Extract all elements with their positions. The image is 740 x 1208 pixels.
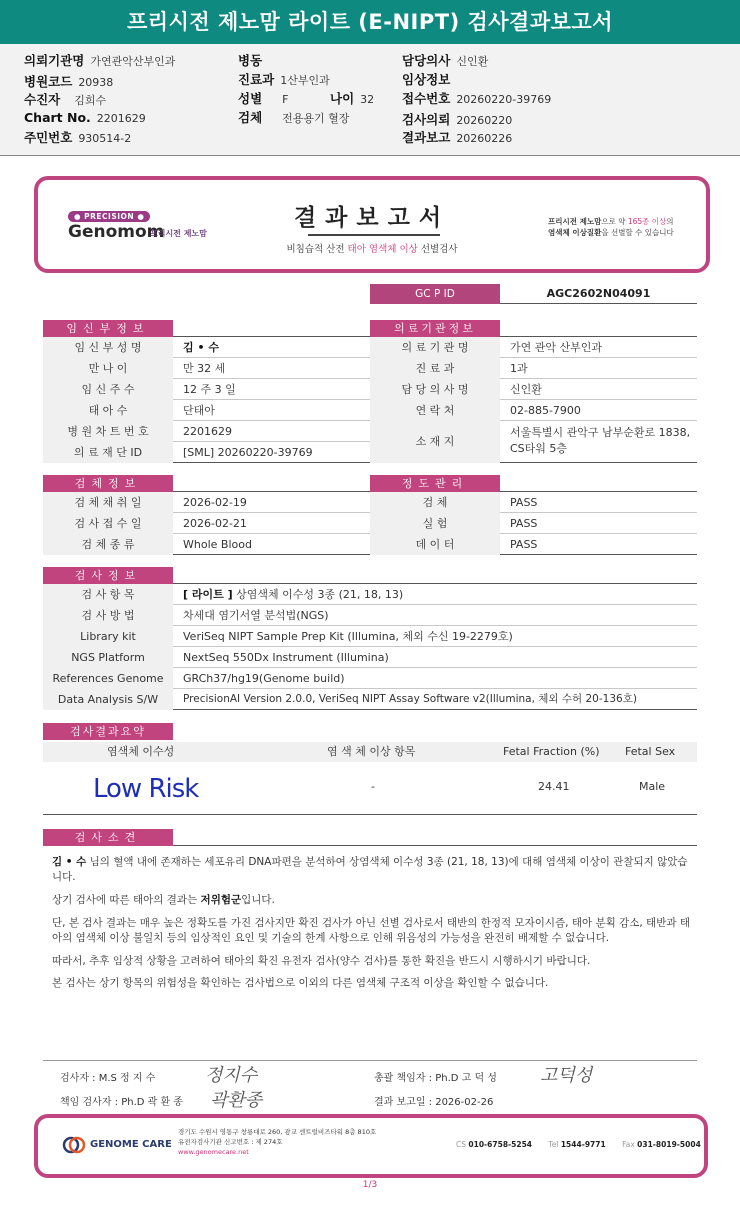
header-request-date: 검사의뢰 20260220 <box>402 112 513 127</box>
section-specimen-info: 검체정보 <box>43 475 173 492</box>
specimen-row: 검 체 채 취 일 2026-02-19 <box>43 492 370 513</box>
institution-row: 담 당 의 사 명 신인환 <box>370 379 697 400</box>
institution-row: 진 료 과 1과 <box>370 358 697 379</box>
header-ward: 병동 <box>238 53 263 68</box>
test-row: NGS Platform NextSeq 550Dx Instrument (Illumina) <box>43 647 697 668</box>
abnormal-items-value: - <box>371 780 375 793</box>
header-receipt-no: 접수번호 20260220-39769 <box>402 91 552 106</box>
test-row: 검 사 항 목 [ 라이트 ] 상염색체 이수성 3종 (21, 18, 13) <box>43 584 697 605</box>
specimen-row: 검 사 접 수 일 2026-02-21 <box>43 513 370 534</box>
institution-row-address: 소 재 지 서울특별시 관악구 남부순환로 1838, CS타워 5층 <box>370 421 697 463</box>
summary-header: 염색체 이수성 <box>107 745 175 758</box>
qc-row: 검 체 PASS <box>370 492 697 513</box>
header-department: 진료과 1산부인과 <box>238 72 330 87</box>
summary-header: Fetal Fraction (%) <box>503 745 600 758</box>
section-findings: 검사소견 <box>43 829 173 846</box>
low-risk-result: Low Risk <box>93 774 199 804</box>
patient-row: 의 료 재 단 ID [SML] 20260220-39769 <box>43 442 370 463</box>
examiner-signature: 정지수 <box>205 1065 258 1086</box>
director-signature: 고덕성 <box>540 1065 593 1086</box>
responsible-examiner-label: 책임 검사자 : Ph.D 곽 환 종 <box>60 1097 183 1108</box>
report-title: 프리시전 제노맘 라이트 (E-NIPT) 검사결과보고서 <box>0 0 740 44</box>
genome-care-name: GENOME CARE <box>90 1139 172 1150</box>
header-chart-no: Chart No. 2201629 <box>24 110 146 125</box>
banner-tagline: 프리시전 제노맘으로 약 165종 이상의 염색체 이상질환을 선별할 수 있습니다 <box>548 217 674 237</box>
footer-url: www.genomecare.net <box>178 1148 249 1156</box>
section-quality-control: 정도관리 <box>370 475 500 492</box>
header-specimen: 검체 전용용기 혈장 <box>238 110 350 125</box>
fetal-sex-value: Male <box>639 780 666 793</box>
examiner-label: 검사자 : M.S 정 지 수 <box>60 1073 156 1084</box>
header-age: 나이 32 <box>330 91 375 106</box>
patient-row: 만 나 이 만 32 세 <box>43 358 370 379</box>
patient-row: 임 신 주 수 12 주 3 일 <box>43 379 370 400</box>
qc-row: 데 이 터 PASS <box>370 534 697 555</box>
header-patient-name: 수진자 김희수 <box>24 92 107 107</box>
specimen-row: 검 체 종 류 Whole Blood <box>43 534 370 555</box>
findings-paragraph: 본 검사는 상기 항목의 위험성을 확인하는 검사법으로 이외의 다른 염색체 구조적 이상을 확인할 수 없습니다. <box>52 977 549 989</box>
test-row: Library kit VeriSeq NIPT Sample Prep Kit (Illumina, 체외 수신 19-2279호) <box>43 626 697 647</box>
header-hospital-code: 병원코드 20938 <box>24 74 114 89</box>
institution-row: 연 락 처 02-885-7900 <box>370 400 697 421</box>
findings-paragraph: 김 • 수 님의 혈액 내에 존재하는 세포유리 DNA파편을 분석하여 상염색체 이수성 3종 (21, 18, 13)에 대해 염색체 이상이 관찰되지 않았습니다. <box>52 856 688 883</box>
test-row: Data Analysis S/W PrecisionAI Version 2.0.0, VeriSeq NIPT Assay Software v2(Illumina, 체외 수허 20-136호) <box>43 689 697 710</box>
section-patient-info: 임신부정보 <box>43 320 173 337</box>
page-number: 1/3 <box>362 1180 378 1190</box>
precision-logo-pill: ● PRECISION ● <box>68 211 150 222</box>
patient-row: 임 신 부 성 명 김 • 수 <box>43 337 370 358</box>
patient-header-panel <box>0 44 740 156</box>
test-row: 검 사 방 법 차세대 염기서열 분석법(NGS) <box>43 605 697 626</box>
patient-row: 병 원 차 트 번 호 2201629 <box>43 421 370 442</box>
header-report-date: 결과보고 20260226 <box>402 130 513 145</box>
header-doctor: 담당의사 신인환 <box>402 53 489 68</box>
genomom-logo-sub: 프리시전 제노맘 <box>150 229 207 238</box>
summary-header: Fetal Sex <box>625 745 676 758</box>
findings-paragraph: 단, 본 검사 결과는 매우 높은 정확도를 가진 검사지만 확진 검사가 아닌 선별 검사로서 태반의 한정적 모자이시즘, 태아 분획 감소, 태반과 태아의 염색체 이상 불일치 등의 임상적인 요인 및 기술의 한계 사항으로 인해 위음성의 가능성을 완전히 배제할 수 없습니다. <box>52 917 690 944</box>
summary-result-row <box>43 762 697 815</box>
fetal-fraction-value: 24.41 <box>538 780 570 793</box>
genomom-logo: Genomom <box>68 222 165 242</box>
findings-paragraph: 따라서, 추후 임상적 상황을 고려하여 태아의 확진 유전자 검사(양수 검사)를 통한 확진을 반드시 시행하시기 바랍니다. <box>52 955 591 967</box>
banner-subtitle: 비침습적 산전 태아 염색체 이상 선별검사 <box>286 244 458 255</box>
header-resident-no: 주민번호 930514-2 <box>24 130 132 145</box>
gcpid-value: AGC2602N04091 <box>500 284 697 304</box>
report-banner <box>34 176 710 273</box>
summary-header-row <box>43 742 697 762</box>
section-result-summary: 검사결과요약 <box>43 723 173 740</box>
footer-contact: CS 010-6758-5254 Tel 1544-9771 Fax 031-8019-5004 <box>456 1140 701 1149</box>
qc-row: 실 험 PASS <box>370 513 697 534</box>
director-label: 총괄 책임자 : Ph.D 고 덕 성 <box>374 1073 497 1084</box>
footer-address: 경기도 수원시 영통구 창룡대로 260, 광교 센트럴비즈타워 8층 810호 유전자검사기관 신고번호 : 제 274호 www.genomecare.net <box>178 1128 377 1156</box>
report-page <box>0 156 740 1208</box>
header-clinical-info: 임상정보 <box>402 72 451 87</box>
header-institution: 의뢰기관명 가연관악산부인과 <box>24 53 176 68</box>
test-row: References Genome GRCh37/hg19(Genome build) <box>43 668 697 689</box>
summary-header: 염 색 체 이상 항목 <box>327 745 416 758</box>
header-sex: 성별 F <box>238 91 289 106</box>
findings-paragraph: 상기 검사에 따른 태아의 결과는 저위험군입니다. <box>52 894 275 906</box>
genome-care-logo-icon <box>62 1136 86 1154</box>
section-divider <box>173 845 697 846</box>
patient-row: 태 아 수 단태아 <box>43 400 370 421</box>
responsible-examiner-signature: 곽환종 <box>210 1090 263 1111</box>
banner-title: 결과보고서 <box>293 205 451 231</box>
footer-banner <box>34 1114 708 1178</box>
gcpid-label: GC P ID <box>370 284 500 304</box>
signature-divider <box>43 1060 697 1061</box>
report-date-label: 결과 보고일 : 2026-02-26 <box>374 1097 494 1108</box>
section-institution-info: 의료기관정보 <box>370 320 500 337</box>
section-test-info: 검사정보 <box>43 567 173 584</box>
banner-title-underline <box>308 234 440 236</box>
institution-row: 의 료 기 관 명 가연 관악 산부인과 <box>370 337 697 358</box>
